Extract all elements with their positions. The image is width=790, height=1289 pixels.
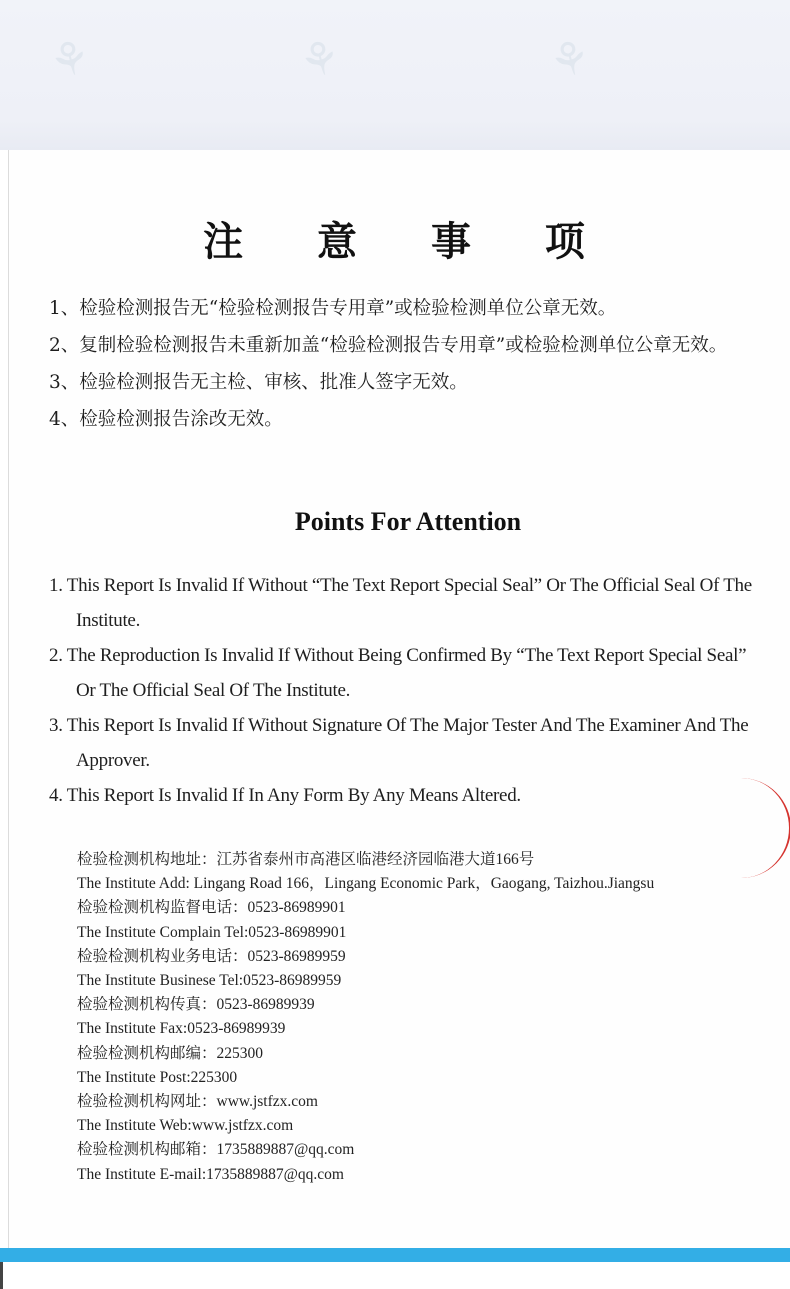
email-cn: 检验检测机构邮箱：1735889887@qq.com [77,1141,355,1159]
chinese-notice-item: 2、复制检验检测报告未重新加盖“检验检测报告专用章”或检验检测单位公章无效。 [49,335,728,356]
complain-tel-cn: 检验检测机构监督电话：0523-86989901 [77,899,346,917]
chinese-notice-item: 3、检验检测报告无主检、审核、批准人签字无效。 [49,372,468,393]
watermark-logo: ⚘ [293,27,347,91]
english-title: Points For Attention [294,507,522,536]
top-background-band [0,0,790,150]
institute-contact-block [77,848,777,1187]
english-notice-list [49,568,759,813]
chinese-notice-item: 1、检验检测报告无“检验检测报告专用章”或检验检测单位公章无效。 [49,298,617,319]
watermark-logo: ⚘ [543,27,597,91]
footer-accent-bar [0,1248,790,1262]
watermark-logo: ⚘ [43,27,97,91]
english-notice-item: 1. This Report Is Invalid If Without “The Text Report Special Seal” Or The Official Seal Of The Institute. [49,575,752,631]
document-page [8,150,790,1248]
footer-strip [0,1262,790,1289]
address-cn: 检验检测机构地址：江苏省泰州市高港区临港经济园临港大道166号 [77,851,535,868]
post-en: The Institute Post:225300 [77,1068,238,1086]
english-notice-item: 4. This Report Is Invalid If In Any Form By Any Means Altered. [49,785,521,806]
business-tel-cn: 检验检测机构业务电话：0523-86989959 [77,947,346,965]
english-notice-item: 3. This Report Is Invalid If Without Signature Of The Major Tester And The Examiner And The Approver. [49,715,749,771]
complain-tel-en: The Institute Complain Tel:0523-86989901 [77,923,347,941]
web-en: The Institute Web:www.jstfzx.com [77,1117,294,1135]
chinese-notice-list [49,290,769,438]
post-cn: 检验检测机构邮编：225300 [77,1044,264,1062]
chinese-title: 注 意 事 项 [203,219,615,265]
email-en: The Institute E-mail:1735889887@qq.com [77,1165,344,1183]
english-notice-item: 2. The Reproduction Is Invalid If Without Being Confirmed By “The Text Report Special Seal” Or The Official Seal Of The Institute. [49,645,747,701]
fax-cn: 检验检测机构传真：0523-86989939 [77,996,315,1014]
chinese-notice-item: 4、检验检测报告涂改无效。 [49,409,283,430]
address-en: The Institute Add: Lingang Road 166，Lingang Economic Park，Gaogang, Taizhou.Jiangsu [77,875,655,893]
fax-en: The Institute Fax:0523-86989939 [77,1020,286,1038]
business-tel-en: The Institute Businese Tel:0523-86989959 [77,972,342,990]
web-cn: 检验检测机构网址：www.jstfzx.com [77,1093,318,1111]
